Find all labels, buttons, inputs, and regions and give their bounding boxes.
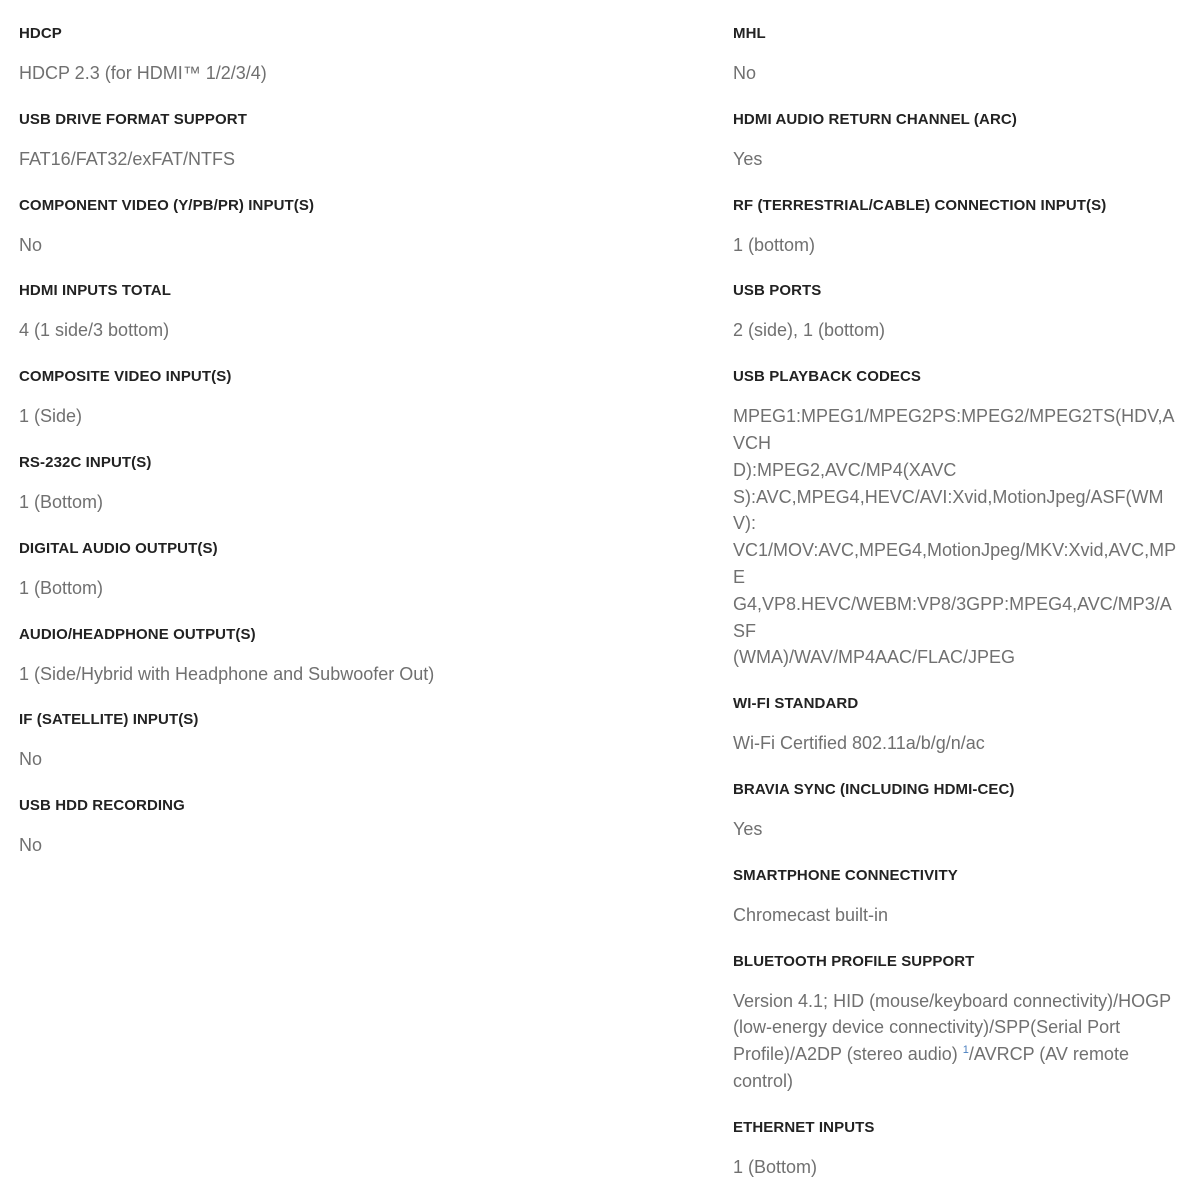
spec-label: COMPONENT VIDEO (Y/PB/PR) INPUT(S) xyxy=(19,196,315,214)
spec-value-text: Chromecast built-in xyxy=(733,904,889,925)
spec-value-text: FAT16/FAT32/exFAT/NTFS xyxy=(19,148,236,169)
spec-value xyxy=(733,317,1178,344)
spec-value xyxy=(19,575,619,602)
spec-value-line: S):AVC,MPEG4,HEVC/AVI:Xvid,MotionJpeg/ASF(WMV): xyxy=(733,486,1164,534)
spec-label: RS-232C INPUT(S) xyxy=(19,453,152,471)
spec-value-text: No xyxy=(19,835,43,856)
spec-value xyxy=(733,232,1178,259)
spec-value-text: 1 (Side) xyxy=(19,406,83,427)
spec-digital-audio-output xyxy=(19,539,619,602)
spec-value-text: 1 (Bottom) xyxy=(19,491,104,512)
spec-value-text: 1 (Side/Hybrid with Headphone and Subwoofer Out) xyxy=(19,663,435,684)
spec-value xyxy=(19,317,619,344)
spec-mhl xyxy=(733,24,1178,87)
spec-usb-drive-format xyxy=(19,110,619,173)
spec-value-text: 4 (1 side/3 bottom) xyxy=(19,320,170,341)
spec-value-line: (WMA)/WAV/MP4AAC/FLAC/JPEG xyxy=(733,647,1016,668)
spec-if-satellite-input xyxy=(19,710,619,773)
spec-label: ETHERNET INPUTS xyxy=(733,1118,875,1136)
spec-bluetooth-profile-support xyxy=(733,952,1178,1095)
spec-value xyxy=(733,1154,1178,1181)
spec-label: USB HDD RECORDING xyxy=(19,797,185,815)
spec-value-line: Version 4.1; HID (mouse/keyboard connectivity)/HOGP xyxy=(733,990,1172,1011)
spec-value xyxy=(19,489,619,516)
spec-label: USB PORTS xyxy=(733,282,822,300)
spec-value-text: No xyxy=(19,749,43,770)
spec-smartphone-connectivity xyxy=(733,866,1178,929)
spec-label: USB PLAYBACK CODECS xyxy=(733,368,922,386)
spec-value-line: VC1/MOV:AVC,MPEG4,MotionJpeg/MKV:Xvid,AVC,MPE xyxy=(733,540,1177,587)
spec-value-text: No xyxy=(19,234,43,255)
spec-value xyxy=(733,146,1178,173)
spec-value xyxy=(733,60,1178,87)
spec-value xyxy=(19,746,619,773)
spec-value-line: control) xyxy=(733,1070,794,1091)
spec-value xyxy=(19,146,619,173)
spec-value xyxy=(19,832,619,859)
spec-label: BRAVIA SYNC (INCLUDING HDMI-CEC) xyxy=(733,780,1015,798)
spec-component-video xyxy=(19,196,619,259)
spec-column-left xyxy=(19,24,619,882)
spec-label: IF (SATELLITE) INPUT(S) xyxy=(19,711,199,729)
spec-value xyxy=(19,232,619,259)
spec-label: MHL xyxy=(733,25,766,42)
spec-value-line-tail: /AVRCP (AV remote xyxy=(968,1044,1129,1065)
spec-value-text: Wi-Fi Certified 802.11a/b/g/n/ac xyxy=(733,733,985,754)
spec-value-text: 1 (Bottom) xyxy=(19,577,104,598)
spec-value xyxy=(19,403,619,430)
spec-label: BLUETOOTH PROFILE SUPPORT xyxy=(733,952,975,970)
spec-value xyxy=(733,403,1178,671)
spec-value-text: Yes xyxy=(733,148,763,169)
spec-value-text: HDCP 2.3 (for HDMI™ 1/2/3/4) xyxy=(19,63,267,83)
spec-label: HDCP xyxy=(19,25,62,42)
spec-label: RF (TERRESTRIAL/CABLE) CONNECTION INPUT(S) xyxy=(733,196,1107,214)
spec-rf-connection-input xyxy=(733,196,1178,259)
spec-value xyxy=(733,816,1178,843)
spec-usb-hdd-recording xyxy=(19,796,619,859)
spec-label: USB DRIVE FORMAT SUPPORT xyxy=(19,110,247,128)
spec-value-line: MPEG1:MPEG1/MPEG2PS:MPEG2/MPEG2TS(HDV,AVCH xyxy=(733,406,1175,453)
spec-value-line-with-footnote xyxy=(733,1041,1178,1068)
spec-composite-video xyxy=(19,367,619,430)
spec-hdmi-inputs-total xyxy=(19,281,619,344)
spec-usb-playback-codecs xyxy=(733,367,1178,671)
spec-value-text: 1 (Bottom) xyxy=(733,1156,818,1177)
spec-value xyxy=(733,730,1178,757)
spec-audio-headphone-output xyxy=(19,625,619,688)
spec-wifi-standard xyxy=(733,694,1178,757)
spec-value-text: 1 (bottom) xyxy=(733,234,816,255)
spec-value-line: D):MPEG2,AVC/MP4(XAVC xyxy=(733,459,957,480)
spec-value-line: (low-energy device connectivity)/SPP(Serial Port xyxy=(733,1017,1121,1038)
footnote-link[interactable]: 1 xyxy=(962,1044,969,1057)
spec-value-text: No xyxy=(733,63,757,83)
spec-value xyxy=(19,661,619,688)
spec-value-text: Yes xyxy=(733,818,763,839)
spec-hdmi-arc xyxy=(733,110,1178,173)
spec-value xyxy=(19,60,619,87)
spec-label: WI-FI STANDARD xyxy=(733,695,859,713)
spec-bravia-sync xyxy=(733,780,1178,843)
spec-label: AUDIO/HEADPHONE OUTPUT(S) xyxy=(19,625,256,643)
spec-usb-ports xyxy=(733,281,1178,344)
spec-value-line: G4,VP8.HEVC/WEBM:VP8/3GPP:MPEG4,AVC/MP3/ASF xyxy=(733,593,1172,641)
spec-label: SMARTPHONE CONNECTIVITY xyxy=(733,866,958,884)
spec-value xyxy=(733,988,1178,1095)
spec-value-line: Profile)/A2DP (stereo audio) xyxy=(733,1044,963,1065)
spec-label: DIGITAL AUDIO OUTPUT(S) xyxy=(19,539,218,557)
spec-value xyxy=(733,902,1178,929)
spec-label: HDMI INPUTS TOTAL xyxy=(19,282,171,300)
spec-ethernet-inputs xyxy=(733,1118,1178,1181)
spec-column-right xyxy=(733,24,1178,1204)
spec-label: COMPOSITE VIDEO INPUT(S) xyxy=(19,368,232,386)
spec-value-text: 2 (side), 1 (bottom) xyxy=(733,320,886,341)
spec-hdcp xyxy=(19,24,619,87)
spec-rs232c xyxy=(19,453,619,516)
spec-label: HDMI AUDIO RETURN CHANNEL (ARC) xyxy=(733,110,1017,128)
